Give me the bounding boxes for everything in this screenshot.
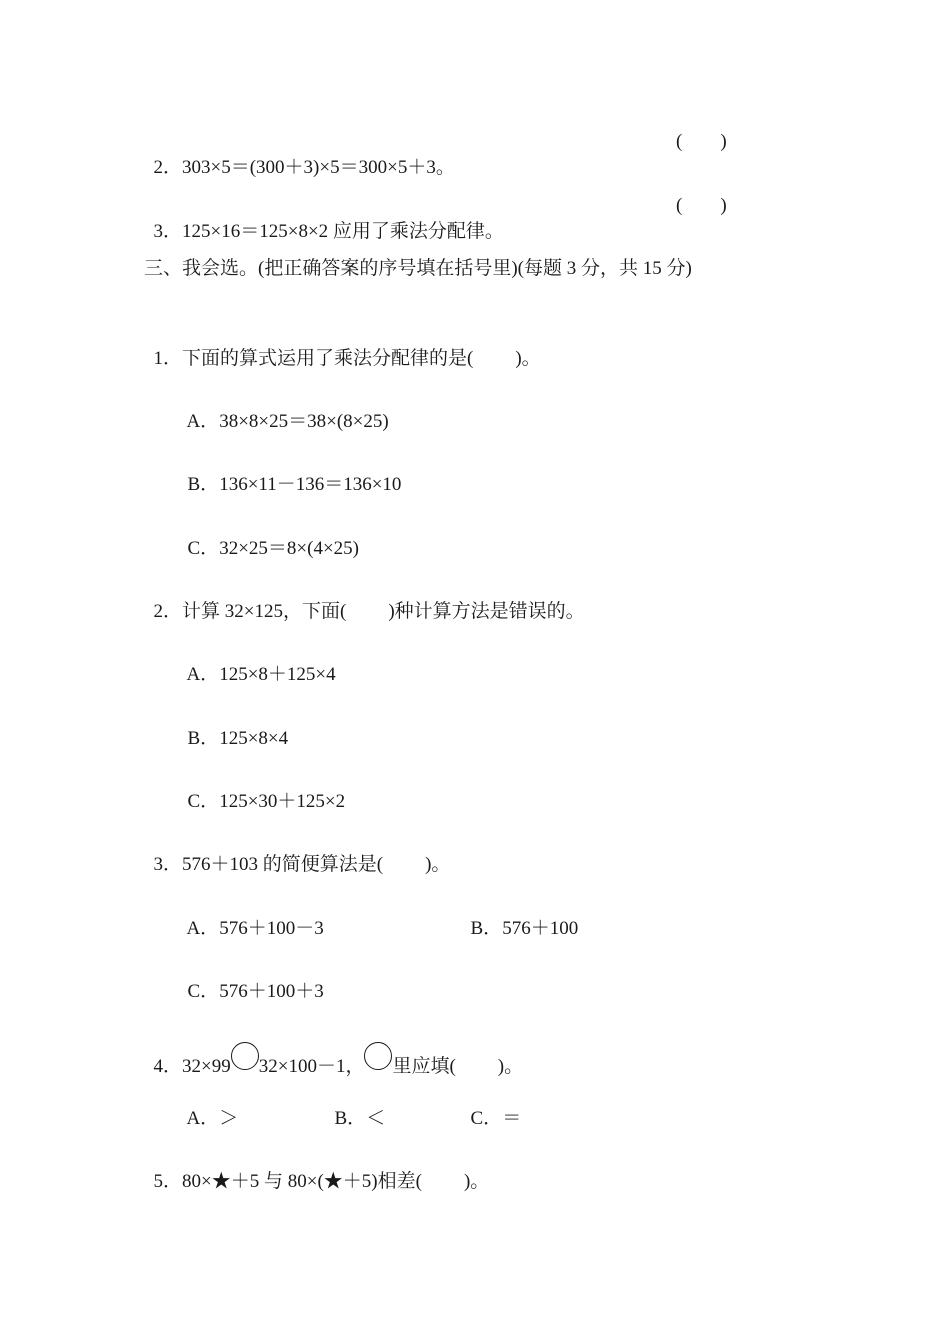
option-text: 576＋100－3 [219,918,324,939]
question-number: 3． [153,854,183,875]
answer-box[interactable]: ( ) [676,131,727,152]
question-number: 3． [153,221,183,242]
question-number: 2． [153,157,183,178]
option-a [178,383,389,435]
option-label: C． [187,981,220,1002]
question-stem-end: )。 [515,348,541,369]
question-text: 125×16＝125×8×2 应用了乘法分配律。 [182,221,504,242]
option-label: B． [187,728,220,749]
option-a [178,890,324,942]
answer-box[interactable]: ( ) [676,195,727,216]
judge-item-3 [144,193,504,245]
option-c [178,510,359,562]
question-stem: 32×99 [182,1056,231,1077]
question-text: 303×5＝(300＋3)×5＝300×5＋3。 [182,157,455,178]
circle-blank-icon [231,1042,259,1070]
question-number: 2． [153,601,183,622]
section-heading: 三、我会选。(把正确答案的序号填在括号里)(每题 3 分，共 15 分) [144,258,692,279]
option-label: C． [187,538,220,559]
option-a [178,636,336,688]
option-text: ＞ [219,1108,239,1129]
option-label: C． [187,791,220,812]
option-label: B． [187,474,220,495]
option-label: A． [186,411,220,432]
option-text: ＜ [366,1108,386,1129]
option-text: ＝ [502,1108,522,1129]
choice-question-5 [144,1143,489,1195]
option-label: B． [334,1108,367,1129]
option-text: 125×30＋125×2 [219,791,346,812]
choice-question-4 [144,1016,523,1080]
question-stem: 576＋103 的简便算法是( [182,854,384,875]
option-label: B． [470,918,503,939]
question-number: 1． [153,348,183,369]
option-b [325,1080,385,1132]
option-a [178,1080,238,1132]
option-text: 38×8×25＝38×(8×25) [219,411,389,432]
judge-item-2 [144,129,455,181]
question-stem: 里应填( [392,1056,456,1077]
option-b [461,890,578,942]
circle-icon [364,1042,392,1070]
option-c [178,953,324,1005]
question-stem: 计算 32×125，下面( [182,601,347,622]
option-c [178,763,345,815]
question-stem-end: )种计算方法是错误的。 [388,601,585,622]
choice-question-1 [144,320,541,372]
option-text: 576＋100＋3 [219,981,324,1002]
option-b [178,700,288,752]
option-c [461,1080,521,1132]
option-label: A． [186,664,220,685]
option-label: C． [470,1108,503,1129]
choice-question-3 [144,826,450,878]
option-b [178,446,401,498]
option-label: A． [186,1108,220,1129]
question-number: 5． [153,1171,183,1192]
option-text: 136×11－136＝136×10 [219,474,402,495]
option-text: 576＋100 [502,918,579,939]
option-text: 32×25＝8×(4×25) [219,538,359,559]
question-stem: 下面的算式运用了乘法分配律的是( [182,348,474,369]
choice-question-2 [144,573,585,625]
question-stem-end: )。 [463,1171,490,1192]
question-number: 4． [153,1056,183,1077]
option-label: A． [186,918,220,939]
option-text: 125×8×4 [219,728,289,749]
question-stem-end: )。 [497,1056,524,1077]
question-stem: 80×★＋5 与 80×(★＋5)相差( [182,1171,422,1192]
option-text: 125×8＋125×4 [219,664,336,685]
question-stem-end: )。 [425,854,451,875]
question-stem: 32×100－1， [258,1056,365,1077]
